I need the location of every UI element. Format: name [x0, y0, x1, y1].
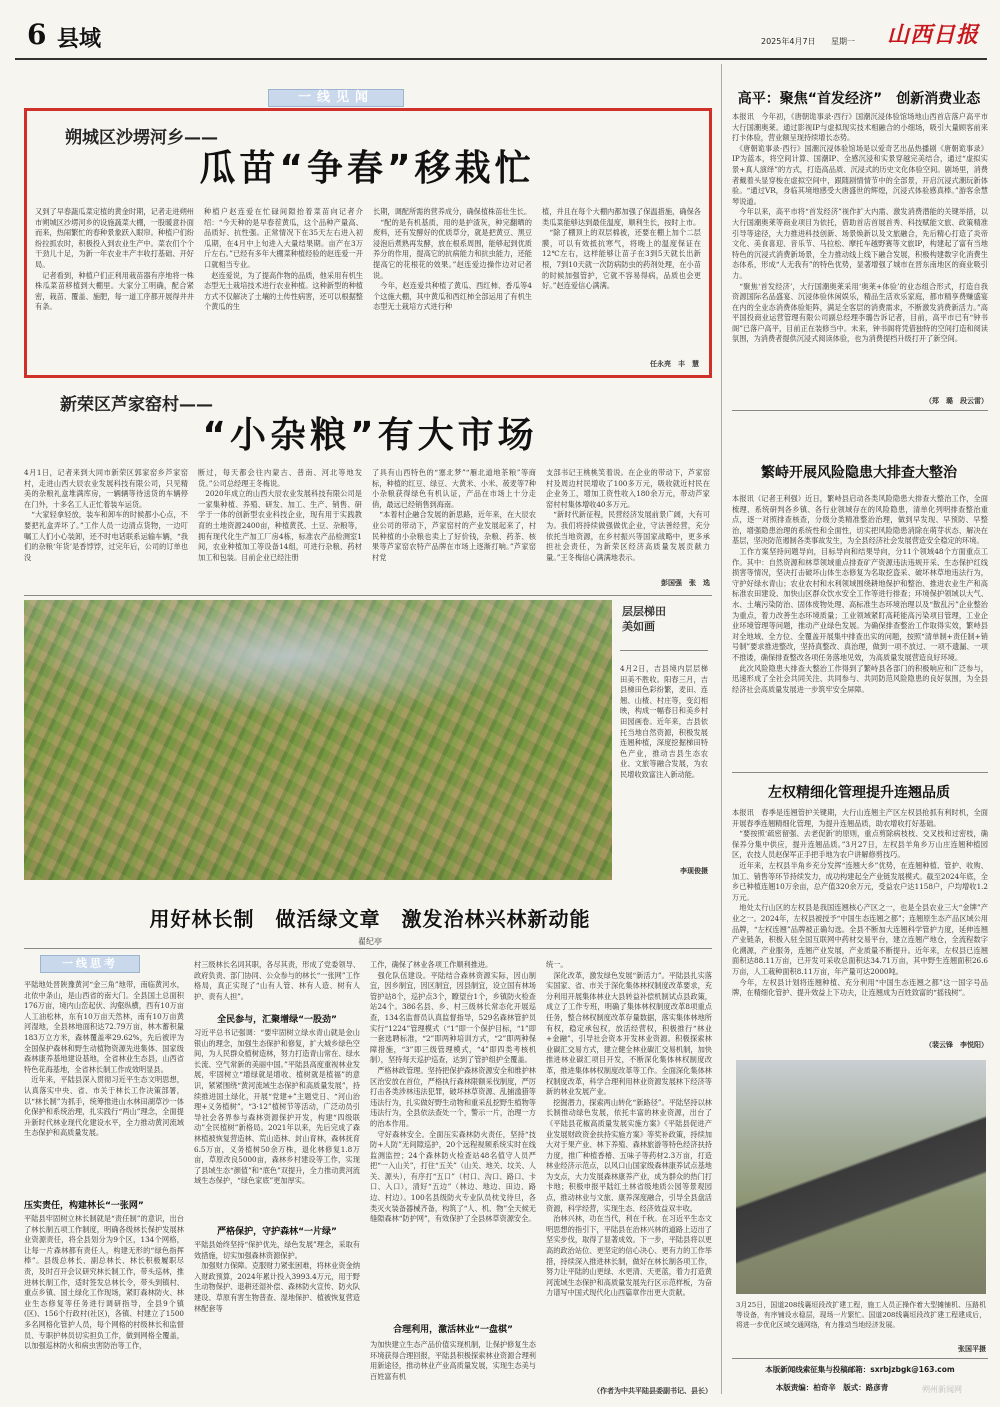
article-body: 本报讯 今年初，《唐朝诡事录·西行》国潮沉浸体验馆场地山西首店落户高平市大行国潮奥莱。通过影视IP与虚拟现实技术相融合的小细场，吸引大量顾客前来打卡体验，营业额呈现持续增长态势。 《唐朝诡事录·西行》国潮沉浸体验馆场是以爱奇艺出品热播剧《唐朝诡事录》IP为蓝本，将空间计算、国潮IP、全感沉浸和实景穿越完美结合，通过“虚拟实景+真人演绎”的方式，打造高品质、沉浸式的历史文化体验空间。剧场里，消费者戴着头显穿梭在虚拟空间中，跟随剧情情节中的全部景，开启沉浸式潮玩新体验。“通过VR，身临其境地感受大唐盛世的辉煌，沉浸式体验感真棒。”游客余慧琴说道。 今年以来，高平市将“首发经济”视作扩大内需、激发消费潜能的关键举措，以大行国潮奥莱等商业项目为依托，借助首店首展首秀、科技赋能文旅、政策精准引导等途径，大力推进科技创新、场景焕新以及文旅融合，先后精心打造了炎帝文化、美食喜迎、音乐节、马拉松、摩托车越野赛等文旅IP，构建起了富有当地特色的沉浸式消费新场景，全力推动线上线下融合发展，积极构建数字化消费生态体系，形成“人无我有”的特色优势，显著增强了城市在晋东南地区的商业吸引力。 “聚焦‘首发经济’，大行国潮奥莱采用‘奥莱+体验’的业态组合形式，打造自我资源国际名品盛宴、沉浸体验休闲娱乐，精品生活欢乐家庭，都市精享费赚盛宴在内的全业态消费体验矩阵，满足全客层的消费需求，不断激发消费新活力。”高平国投商业运营管理有限公司副总经理李璐告诉记者，目前，高平市已有“钟书阁”已落户高平，目前正在装修当中。未来，钟书阁将凭借独特的空间打造和阅读氛围，为消费者提供沉浸式阅读体验，也为消费提档升级打开了新空间。	[732, 112, 988, 344]
article-byline: 彭国强 张 选	[661, 579, 710, 587]
body-column-2: 断过，每天都会往内蒙古、普南、河北等地发货。”公司总经理王冬梅说。 2020年成立的山西大辰农业发展科技有限公司是一家集种植、养殖、研发、加工、生产、销售、研学于一体的创新型农业科技企业，现有用于实践教育的土地资源2400亩，种植黄芪、土豆、杂粮等，拥有现代化生产加工厂房4栋，标准农产品检测室1间，农业种植加工等设备14组，可进行杂粮、药材加工和包装。目前企业已经注册	[198, 468, 362, 562]
article-headline: 繁峙开展风险隐患大排查大整治	[761, 465, 957, 481]
divider	[24, 948, 712, 949]
body-column-2: 种植户赵连爱在忙碌间隙抬着菜苗向记者介绍：“今天种的是早春茬黄瓜，这个品种产量高、品质好、抗性强。正常情况下在35天左右进入初瓜期，在4月中上旬进入大量结果期。亩产在3万斤左右。”已经有多年大棚菜种植经验的赵连爱一开口就相当专业。 赵连爱说，为了提高作物的品质，他采用有机生态型无土栽培技术进行农业种植。这种新型的种植方式不仅解决了土壤的土传性病害，还可以根据整个黄瓜的生	[204, 207, 363, 312]
section-name: 县域	[57, 27, 102, 52]
section-tag-label: 一线见闻	[268, 89, 404, 107]
body-column-2b: 习近平总书记强调：“要牢固树立绿水青山就是金山银山的理念，加强生态保护和修复，扩大城乡绿色空间，为人民群众植树造林，努力打造青山常在、绿水长流、空气常新的美丽中国。”平陆县高度重视林业发展，牢固树立“增绿就是增收、植树就是植福”的意识，紧紧围绕“黄河流域生态保护和高质量发展”，持续推进国土绿化，开展“党建+”主题党日、“河山治理+义务植树”，“3·12”植树节等活动，广泛动员引导社会各界参与森林资源保护开发，构建“四级联动”全民植树”新格局。2021年以来，先后完成了森林植被恢复营造林、荒山造林、封山育林，森林抚育6.5万亩，义务植树50余万株，退化林修复1.8万亩，草原改良5000亩，森林乡村建设等工作，实现了县域生态“颜值”和“底色”双提升，全力推动黄河流域生态保护，“绿色家底”更加厚实。	[194, 1028, 360, 1186]
caption-divider	[620, 650, 708, 651]
article-body: 本报讯（记者王利强）近日，繁峙县启动各类风险隐患大排查大整治工作，全面梳理、系统研判各乡镇、各行业领域存在的风险隐患，清单化列明排查整治重点，逐一对照排查核查，分级分类精准整治治理，做到早发现、早预防、早整治，增强隐患治理的系统性和全面性，切实把风险隐患消除在萌芽状态、解决在基层，坚决防范遏制各类事故发生，为全县经济社会发展营造安全稳定的环境。 工作方案坚持问题导向，目标导向和结果导向，分11个领域48个方面重点工作。其中：自然资源和林草领域重点排查矿产资源违法违规开采、生态保护红线损害等情况，坚决打击破坏山体生态修复为名取挖盗采、破坏林草地违法行为，守护好绿水青山；农业农村和水利领域围绕耕地保护和整治、推进农业生产和高标准农田建设、加快山区群众饮水安全工作等进行排查；环境保护领域以大气、水、土壤污染防治、固体废物处理、高标准生态环境治理以及“散乱污”企业整治为重点，着力改善生态环境质量；工业领域紧盯高耗能高污染项目管理，工业企业环境管理等问题，推动产业绿色发展。为确保排查整治工作取得实效，繁峙县对全地域、全方位、全覆盖开展集中排查出实的问题，按照“清单制+责任制+销号制”要求推进整改，坚持真整改、真治理，做到一项不放过、一项不遗漏、一项不推诿，确保排查整改各项任务落地见效，为高质量发展营造良好环境。 此次风险隐患大排查大整治工作得到了繁峙县各部门的积极响应和广泛参与，迅速形成了全社会共同关注、共同参与、共同防范风险隐患的良好氛围，为全县经济社会高质量发展进一步筑牢安全屏障。	[732, 494, 988, 694]
masthead	[15, 14, 987, 54]
divider	[732, 772, 988, 773]
article-body: 本报讯 春季是连翘管护关键期，大行山连翘主产区左权县抢抓有利时机，全面开展春季连翘精细化管理，为提升连翘品质，助农增收打好基础。 “要按照‘疏密留强、去老促新’的原则，重点剪除病枝枝、交叉枝和过密枝，确保养分集中供应，提升连翘品质。”3月27日，左权县羊角乡万山庄连翘种植园区，农技人员赵保军正手把手地为农户讲解修剪技巧。 近年来，左权县半角乡充分发挥“连翘大乡”优势，在连翘种植、管护、收购、加工、销售等环节持续发力，成功构建起全产业链发展模式。截至2024年底，全乡已种植连翘10万余亩，总产值320余万元，受益农户达1158户，户均增收1.2万元。 地处太行山区的左权县是我国连翘核心产区之一，也是全县农业三大“金牌”产业之一。2024年，左权县被授予“中国生态连翘之都”；连翘原生态产品区域公用品牌，“左权连翘”品牌被正确勾选。全县不断加大连翘科学管护力度，延伸连翘产业链条，积极入驻全国互联网中药材交易平台，建立连翘产地仓，全流程数字化溯源，产业服务，连翘产业发展，产业质量不断提升。近年来，左权县已连翘面积达88.11万亩，已开发可采收总面积达34.71万亩，其中野生连翘面积26.6万亩，人工栽种面积8.11万亩，年产量可达2000吨。 今年，左权县计划将连翘种植、充分利用“中国生态连翘之都”这一国字号品牌，在精细化管护、提升效益上下功夫，让连翘成为百姓致富的“摇钱树”。	[732, 808, 988, 998]
subheading: 全民参与，汇聚增绿“一股劲”	[217, 1015, 337, 1025]
road-construction-photo	[736, 1060, 986, 1294]
subheading: 合理利用，激活林业“一盘棋”	[393, 1325, 513, 1335]
section-tag-label: 一线思考	[40, 955, 140, 973]
body-column-1b: 平陆县牢固树立林长制就是“责任制”的意识，出台了林长制五项工作制度，明确各级林长保护发展林业资源责任，将全县划分为9个区，134个网格，让每一片森林都有责任人，构建无形的“绿色指挥棒”。县级总林长、副总林长、林长积极履职尽责，及时召开会议研究林长制工作，带头巡林，推进林长制工作，适时签发总林长令，带头到镇村、重点乡镇、国土绿化工作现场，紧盯森林防火、林业生态修复等任务进行调研指导，全县9个镇(区)、156个行政村(社区)，各镇、村建立了1500多名网格化管护人员，每个网格的村级林长和监督员、专职护林员切实担负工作，做到网格全覆盖，以加强巡林防火和病虫害防治等工作，	[24, 1214, 184, 1351]
issue-date: 2025年4月7日	[761, 37, 816, 46]
page-number: 6	[27, 18, 47, 51]
article-shuocheng-box	[24, 108, 712, 378]
article-kicker: 朔城区沙塄河乡——	[65, 128, 218, 148]
body-column-2a: 村三级林长名词其职，各尽其责，形成了党委领导、政府负责、部门协同、公众参与的林长“一张网”工作格局，真正实现了“山有人管、林有人造、树有人护、责有人担”。	[194, 960, 360, 1001]
article-byline: 任永亮 丰 慧	[650, 360, 699, 368]
footer-email: 本版新闻线索征集与投稿邮箱：sxrbjzbgk@163.com	[765, 1365, 955, 1374]
body-column-1: 又到了早春蔬瓜菜定植的黄金时期，记者走进朔州市朔城区沙塄河乡的设施蔬菜大棚，一股暖意扑面而来，热闹繁忙的春种景象跃入眼帘。种植户们纷纷拉抓农时，积极投入到农业生产中。菜农们个个干劲儿十足，为新一年农业丰产丰收打基础、开好局。 记者看到，种植户们正利用栽苗器有序地将一株株瓜菜苗移植到大棚里。大家分工明确，配合紧密，栽苗、覆盖、施肥，每一道工序都开展得井井有条。	[35, 207, 194, 312]
article-kicker: 新荣区芦家窑村——	[60, 395, 213, 415]
masthead-rule	[15, 58, 987, 60]
body-column-4: 植，并且在每个大棚内都加强了保温措施，确保各类瓜菜能够达到最佳温度，顺利生长，按时上市。 “除了棚顶上的双层棉被，还要在棚上加个二层膜，可以有效抵抗寒气，将晚上的温度保证在12℃左右，这样能够让苗子在3到5天就长出新根，7到10天就一次防病防虫的药剂处理，在小苗的时候加强管护，它就不容易得病，品质也会更好。”赵连爱信心满满。	[542, 207, 701, 291]
photo-caption: 3月25日，国道208线襄垣段改扩建工程，施工人员正操作着大型摊铺机、压路机等设备，有序铺设水稳层，现场一片繁忙。国道208线襄垣段改扩建工程建成后，将进一步优化区域交通网络，有力推动当地经济发展。	[736, 1301, 986, 1329]
article-byline: （郑 璐 段云雷）	[925, 397, 988, 405]
subheading: 严格保护，守护森林“一片绿”	[217, 1227, 337, 1237]
body-column-1: 4月1日，记者来到大同市新荣区郭家窑乡芦家窑村，走进山西大辰农业发展科技有限公司，只见精美的杂粮礼盒堆满库房，一辆辆等待送货的车辆停在门外，十多名工人正忙着装车运货。 “大家轻拿轻放，装车和卸车的时候都小心点，不要把礼盒弄坏了。”工作人员一边清点货物，一边叮嘱工人们小心装卸，还不时电话联系运输车辆，“我们的杂粮‘年货’是香饽饽，过完年后，公司的订单也没	[24, 468, 188, 562]
section-tag-thinking	[40, 955, 140, 973]
body-column-3: 了具有山西特色的“塞北梦”“雁北道地茶粮”等商标，种植的红豆、绿豆、大黄米、小米、莜麦等7种小杂粮获得绿色有机认证，产品在市场上十分走俏，最远已经销售到海南。 “本着村企融合发展的新思路，近年来，在大辰农业公司的带动下，芦家窑村的产业发展起来了，村民种植的小杂粮也卖上了好价钱，杂粮、药茶、核果等芦家窑农特产品牌在市场上逐渐打响。”芦家窑村党	[372, 468, 536, 562]
footer-editors: 本版责编：柏奇辛 版式：路彦青	[775, 1383, 889, 1392]
photo-credit: 李现俊摄	[680, 867, 708, 875]
footer-rule	[732, 1358, 988, 1359]
divider	[24, 595, 712, 596]
photo-credit: 张国平摄	[958, 1345, 986, 1353]
terrace-photo	[24, 600, 612, 880]
column-separator	[721, 64, 722, 1394]
paper-logo: 山西日报	[887, 22, 980, 48]
body-column-3b: 为加快建立生态产品价值实现机制，让保护修复生态环境获得合理回报，平陆县积极探索林业资源合理利用新途径，推动林业产业高质量发展，实现生态美与百姓富有机	[370, 1340, 536, 1381]
divider	[732, 410, 988, 411]
article-body	[24, 468, 712, 586]
photo-title-line-1: 层层梯田	[622, 605, 666, 618]
article-headline: “小杂粮”有大市场	[202, 415, 538, 456]
issue-weekday: 星期一	[831, 37, 855, 46]
watermark: 朔州新闻网	[922, 1385, 962, 1394]
body-column-4: 支部书记王桃桃笑着说。在企业的带动下，芦家窑村及周边村民增收了100多万元，吸收就近村民在企业务工，增加工资性收入180余万元，带动芦家窑村村集体增收40多万元。 “新时代新征程，民营经济发展前景广阔，大有可为。我们将持续做强做优企业，守法善经营，充分依托当地资源，在乡村振兴等国家战略中，更多承担社会责任，为新荣区经济高质量发展贡献力量。”王冬梅信心满满地表示。	[546, 468, 710, 562]
photo-caption-block	[616, 604, 712, 880]
article-footnote: （作者为中共平陆县委副书记、县长）	[593, 1387, 712, 1395]
article-body	[35, 207, 703, 367]
article-headline: 用好林长制 做活绿文章 激发治林兴林新动能	[149, 907, 591, 931]
body-column-3: 工作，确保了林业各项工作顺利推进。 强化队伍建设。平陆结合森林资源实际，因山制宜，因乡制宜，因区制宜，因县制宜，设立国有林场管护站8个，巡护点3个，瞭望台1个，乡镇防火检查站24个。386名县、乡、村三级林长常态化开展巡查，134名监督员认真监督指导，529名森林管护员实行“1224”管理模式（“1”即一个保护目标，“1”即一套选聘标准，“2”即两种培训方式，“2”即两种保障措施，“3”即三级管理模式，“4”即四类考核机制），坚持每天巡护巡查，达到了管护组护全覆盖。 严格林政管理。坚持把保护森林资源安全和维护林区治安放在首位，严格执行森林限额采伐制度，严厉打击各类涉林违法犯罪，破坏林草资源、乱捕滥猎等违法行为，扎实做好野生动物和重采乱挖野生植物等违法行为，全县依法查处一个，警示一片，治理一方的治本作用。 守好森林安全。全面压实森林防火责任，坚持“技防+人防”无间隙巡护，20个远程视频系统实时在线监测监控；24个森林防火检查站48名值守人员严把“一入山关”，打住“五关”（山关、地关、坟关、人关、源头），有序打“五口”（村口、沟口、路口、卡口、入口），清好“五边”（林边、地边、田边、路边、村边）。100名县级防火专业队员枕戈待旦，各类灭火装备器械齐备，构筑了“人、机、物”全天候无缝隙森林“防护网”，有效保护了全县林草资源安全。	[370, 960, 536, 1224]
subheading: 压实责任，构建林长“一张网”	[24, 1201, 144, 1211]
body-column-1a: 平陆地处晋陕豫黄河“金三角”地带，南临黄河水，北依中条山，是山西省的南大门。全县国土总面积176万亩，境内山峦起伏、沟壑纵横，西有10万亩人工油松林，东有10万亩天然林，南有10万亩黄河湿地，全县林地面积达72.79万亩，林木蓄积量183万立方米，森林覆盖率29.62%，先后被评为全国保护森林和野生动植物资源先进集体、国家级森林康养基地建设基地，全省林业生态县，山西省特色花海基地，全省林长制工作成效明显县。 近年来，平陆县深入贯彻习近平生态文明思想，认真落实中央、省、市关于林长工作决策部署，以“林长制”为抓手，统筹推进山水林田湖草沙一体化保护和系统治理，扎实践行“两山”理念，全面提升新时代林业现代化建设水平，全力推动黄河流域生态保护和高质量发展。	[24, 980, 184, 1138]
body-column-3: 长期，调配所需的营养成分，确保植株苗壮生长。 “配的是有机基质，用的是护渣灰，种完翻晒的废料，还有发酵好的优质草分，就是把黄豆、黑豆浸泡后煮熟再发酵，放在根系周围，能够起到优质养分的作用，提高它的抗病能力和抗虫能力，还能提高它的花根花的效果。”赵连爱边操作边对记者说。 今年，赵连爱共种植了黄瓜、西红柿、香瓜等4个这施大棚，其中黄瓜和西红柿全部运用了有机生态型无土栽培方式进行种	[373, 207, 532, 312]
body-column-4: 统一。 深化改革，激发绿色发展“新活力”。平陆县扎实落实国家、省、市关于深化集体林权制度改革要求，充分利用开展集体林业大县转益补偿机制试点县政策，成立了工作专班，明确了集体林权制度改革8项重点任务，整合林权制度改革存量数据，落实集体林地所有权，稳定承包权，放活经营权，积极推行“林业+金融”，引导社会资本开发林业资源。积极探索林业碳汇交易方式，建立健全林业碳汇交易机制，加快推进林业碳汇项目开发，不断深化集体林权制度改革，推进集体林权制度改革等工作。全面深化集体林权制度改革，科学合理利用林业资源发展林下经济等新的林业发展产业。 挖掘潜力，探索两山转化“新路径”。平陆坚持以林长制推动绿色发展，依托丰富的林业资源，出台了《平陆县花椒高质量发展实施方案》《平陆县促进产业发展财政资金扶持实施方案》等奖补政策，持续加大对于果产业、林下养殖、森林旅游等特色经济扶持力度，推广种植香椿、五味子等药材2.3万亩，打造林业经济示范点，以风口山国家级森林康养试点基地为支点，大力发展森林康养产业，成为群众的热门打卡地；积极申报平陆红土林省级地质公园等景观园点，推动林业与文旅、康养深度融合，引导全县盘活资源，科学经营，实现生态、经济效益双丰收。 治林兴林，功在当代，利在千秋。在习近平生态文明思想的指引下，平陆县在治林兴林的道路上迈出了坚实步伐，取得了显著成效。下一步，平陆县将以更高的政治站位、更坚定的信心决心、更有力的工作举措，持续深入推进林长制，做好在林长制各项工作，努力让平陆的山更绿、水更清、天更蓝，着力打造黄河流域生态保护和高质量发展先行区示范样板，为奋力谱写中国式现代化山西篇章作出更大贡献。	[546, 960, 712, 1298]
article-author: 翟纪亭	[358, 937, 382, 946]
article-headline: 瓜苗“争春”移栽忙	[199, 148, 535, 189]
photo-title-line-2: 美如画	[622, 620, 655, 633]
body-column-2c: 平陆县始终坚持“保护优先，绿色发展”理念，采取有效措施，切实加强森林资源保护。 加强财力保障。克服财力紧张困难，将林业资金纳入财政预算，2024年累计投入3993.4万元，用于野生动物保护、退耕还湿补偿、森林防火宣传、防火队建设、草原有害生物普查、湿地保护、植被恢复营造林配套等	[194, 1240, 360, 1313]
article-headline: 高平：聚焦“首发经济” 创新消费业态	[737, 91, 981, 107]
article-headline: 左权精细化管理提升连翘品质	[768, 785, 950, 801]
article-byline: （裴云锋 李悦阳）	[925, 1041, 988, 1049]
section-tag-field-notes	[268, 89, 404, 107]
photo-title	[616, 604, 712, 634]
photo-caption: 4月2日，吉县境内层层梯田美不胜收。阳春三月，吉县梯田色彩纷繁，麦田、连翘、山楂、村庄等，变幻相映，构成一幅春日和美乡村田园画卷。近年来，吉县依托当地自然资源，积极发展连翘种植，深度挖掘梯田特色产业，推动吉县生态农业、文旅等融合发展，为农民增收致富注入新动能。	[620, 664, 708, 779]
